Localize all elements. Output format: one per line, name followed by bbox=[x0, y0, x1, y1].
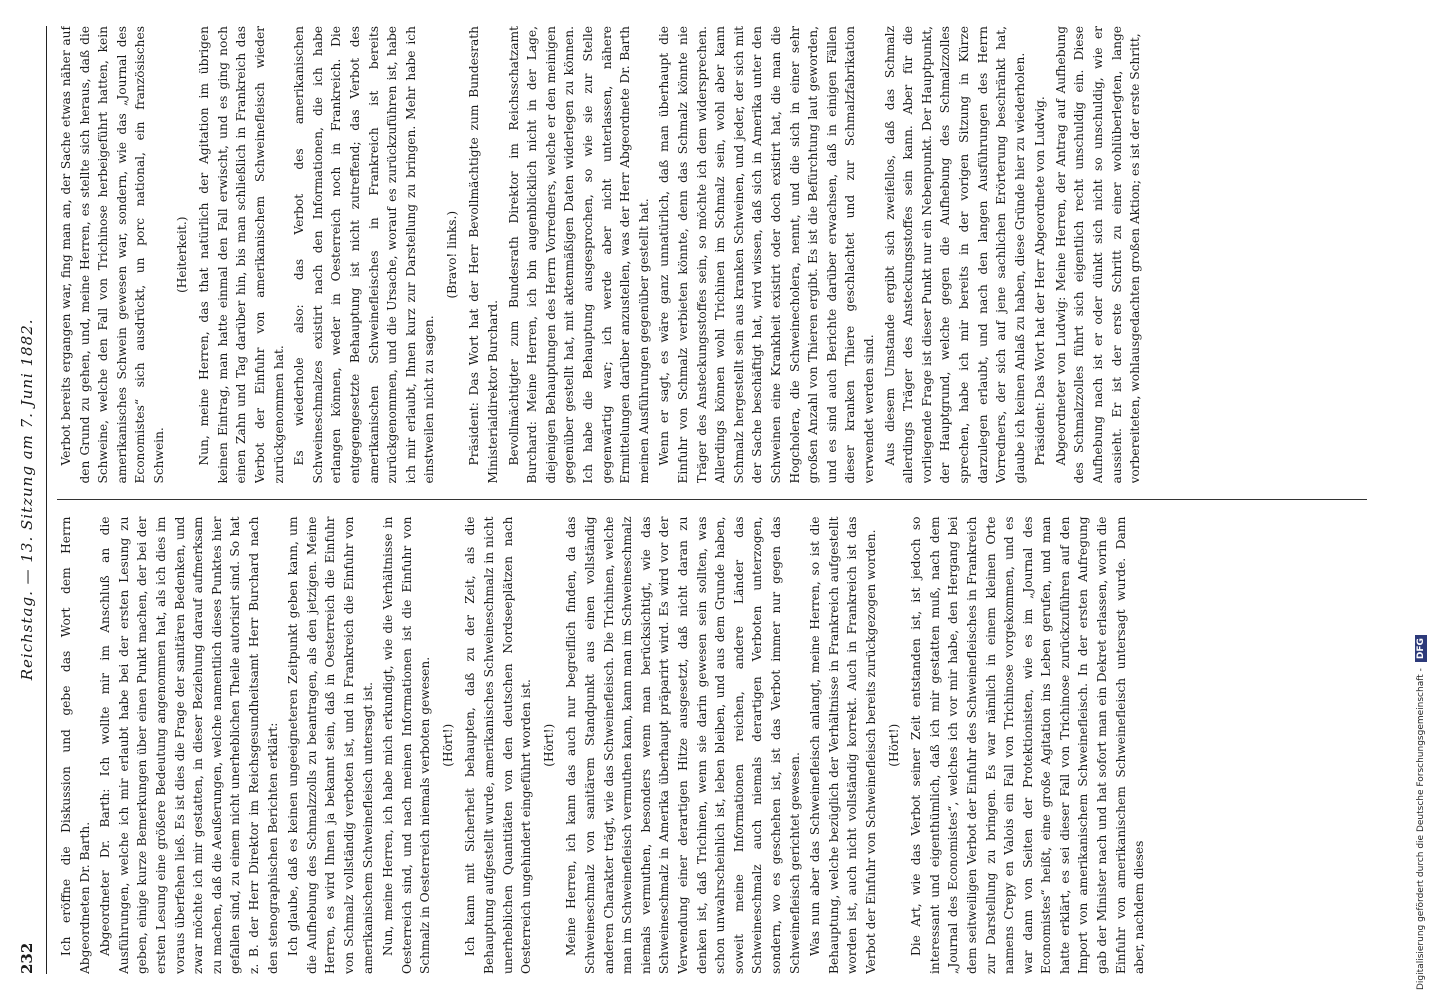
page-number: 232 bbox=[18, 942, 36, 974]
paragraph: Ich glaube, daß es keinen ungeeigneteren Zeitpunkt geben kann, um die Aufhebung des Schmalzzolls zu beantragen, als den jetzigen. Meine Herren, es wird Ihnen ja bekannt sein, daß in Oesterreich die Einfuhr von Schmalz vollständig verboten ist, und in Frankreich die Einfuhr von amerikanischem Schweinefleisch untersagt ist. bbox=[286, 516, 375, 974]
paragraph: Nun, meine Herren, das that natürlich der Agitation im übrigen keinen Eintrag, man hatte einmal den Fall erwischt, und es ging noch einen Zahn und Tag darüber hin, bis man schließlich in Frankreich das Verbot der Einfuhr von amerikanischem Schweinefleisch wieder zurückgenommen hat. bbox=[197, 26, 286, 484]
paragraph: (Bravo! links.) bbox=[444, 210, 459, 299]
paragraph: (Hört!) bbox=[541, 723, 556, 767]
running-title: Reichstag. — 13. Sitzung am 7. Juni 1882. bbox=[18, 318, 36, 681]
paragraph: (Hört!) bbox=[886, 723, 901, 767]
paragraph: Ich kann mit Sicherheit behaupten, daß zu der Zeit, als die Behauptung aufgestellt wurde, amerikanisches Schweineschmalz in nicht unerheblichen Quantitäten von den deutschen Nordseeplätzen nach Oesterreich ungehindert eingeführt worden ist. bbox=[463, 516, 534, 974]
column-right bbox=[57, 26, 1367, 484]
paragraph: Aus diesem Umstande ergibt sich zweifellos, daß das Schmalz allerdings Träger des Ansteckungsstoffes sein kann. Aber für die vorliegende Frage ist dieser Punkt nur ein Nebenpunkt. Der Hauptpunkt, der Hauptgrund, welche gegen die Aufhebung des Schmalzzolles sprechen, habe ich mir bereits in der vorigen Sitzung in Kürze darzulegen erlaubt, und nach den langen Ausführungen des Herrn Vorredners, der sich auf jene sachlichen Erörterung beschränkt hat, glaube ich keinen Anlaß zu haben, diese Gründe hier zu wiederholen. bbox=[882, 26, 1027, 484]
paragraph: (Heiterkeit.) bbox=[174, 216, 189, 293]
column-divider bbox=[57, 500, 1367, 501]
text-columns bbox=[57, 26, 1367, 974]
paragraph: Bevollmächtigter zum Bundesrath Direktor im Reichsschatzamt Burchard: Meine Herren, ich bin augenblicklich nicht in der Lage, diejenigen Behauptungen des Herrn Vorredners, welche er den meinigen gegenüber gestellt hat, mit aktenmäßigen Daten widerlegen zu können. Ich habe die Behauptung ausgesprochen, so wie sie zur Stelle gegenwärtig war; ich werde aber nicht unterlassen, nähere Ermittelungen darüber anzustellen, was der Herr Abgeordnete Dr. Barth meinen Ausführungen gegenüber gestellt hat. bbox=[506, 26, 651, 484]
dfg-logo: DFG bbox=[1415, 635, 1427, 662]
paragraph: Nun, meine Herren, ich habe mich erkundigt, wie die Verhältnisse in Oesterreich sind, und nach meinen Informationen ist die Einfuhr von Schmalz in Oesterreich niemals verboten gewesen. bbox=[381, 516, 433, 974]
paragraph: Meine Herren, ich kann das auch nur begreiflich finden, da das Schweineschmalz von sanitärem Standpunkt aus einen vollständig anderen Charakter trägt, wie das Schweinefleisch. Die Trichinen, welche man im Schweinefleisch vermuthen kann, kann man im Schweineschmalz niemals vermuthen, besonders wenn man berücksichtigt, wie das Schweineschmalz in Amerika überhaupt präparirt wird. Es wird vor der Verwendung einer derartigen Hitze ausgesetzt, daß nicht daran zu denken ist, daß Trichinen, wenn sie darin gewesen sein sollten, was schon unwahrscheinlich ist, leben bleiben, und aus dem Grunde haben, soweit meine Informationen reichen, andere Länder das Schweineschmalz auch niemals derartigen Verboten unterzogen, sondern, wo es geschehen ist, ist das Verbot immer nur gegen das Schweinefleisch gerichtet gewesen. bbox=[564, 516, 802, 974]
paragraph: Präsident: Das Wort hat der Herr Abgeordnete von Ludwig. bbox=[1033, 96, 1048, 466]
paragraph: Verbot bereits ergangen war, fing man an, der Sache etwas näher auf den Grund zu gehen, und, meine Herren, es stellte sich heraus, daß die Schweine, welche den Fall von Trichinose herbeigeführt hatten, kein amerikanisches Schwein gewesen war, sondern, wie das „Journal des Economistes“ sich ausdrückt, un porc national, ein französisches Schwein. bbox=[59, 26, 166, 484]
paragraph: Es wiederhole also: das Verbot des amerikanischen Schweineschmalzes existirt nach den Informationen, die ich habe erlangen können, weder in Oesterreich noch in Frankreich. Die entgegengesetzte Behauptung ist nicht zutreffend; das Verbot des amerikanischen Schweinefleisches in Frankreich ist bereits zurückgenommen, und die Ursache, worauf es zurückzuführen ist, habe ich mir erlaubt, Ihnen kurz zur Darstellung zu bringen. Mehr habe ich einstweilen nicht zu sagen. bbox=[292, 26, 437, 484]
paragraph: Ich eröffne die Diskussion und gebe das Wort dem Herrn Abgeordneten Dr. Barth. bbox=[59, 516, 92, 974]
paragraph: Präsident: Das Wort hat der Herr Bevollmächtigte zum Bundesrath Ministerialdirektor Burchard. bbox=[467, 26, 501, 484]
paragraph: Wenn er sagt, es wäre ganz unnatürlich, daß man überhaupt die Einfuhr von Schmalz verbieten könnte, denn das Schmalz könnte nie Träger des Ansteckungsstoffes sein, so möchte ich dem widersprechen. Allerdings können wohl Trichinen im Schmalz sein, wohl aber kann Schmalz hergestellt sein aus kranken Schweinen, und jeder, der sich mit der Sache beschäftigt hat, wird wissen, daß sich in Amerika unter den Schweinen eine Krankheit existirt oder doch existirt hat, die man die Hogcholera, die Schweinecholera, nennt, und die sich in einer sehr großen Anzahl von Thieren ergibt. Es ist die Befürchtung laut geworden, und es sind auch Berichte darüber erwachsen, daß in einigen Fällen dieser kranken Thiere geschlachtet und zur Schmalzfabrikation verwendet werden sind. bbox=[657, 26, 876, 484]
column-left bbox=[57, 517, 1367, 975]
page-header bbox=[18, 26, 47, 974]
footer-text: Digitalisierung gefördert durch die Deutsche Forschungsgemeinschaft - bbox=[1416, 668, 1426, 990]
paragraph: Was nun aber das Schweinefleisch anlangt, meine Herren, so ist die Behauptung, welche bezüglich der Verhältnisse in Frankreich aufgestellt worden ist, auch nicht vollständig korrekt. Auch in Frankreich ist das Verbot der Einfuhr von Schweinefleisch bereits zurückgezogen worden. bbox=[808, 516, 878, 974]
paragraph: Abgeordneter Dr. Barth: Ich wollte mir im Anschluß an die Ausführungen, welche ich mir erlaubt habe bei der ersten Lesung zu geben, einige kurze Bemerkungen über einen Punkt machen, der bei der ersten Lesung eine größere Bedeutung angenommen hat, als ich dies im voraus überfehen ließ. Es ist dies die Frage der sanitären Bedenken, und zwar möchte ich mir gestatten, in dieser Beziehung darauf aufmerksam zu machen, daß die Aeußerungen, welche namentlich dieses Punktes hier gefallen sind, zu einem nicht unerheblichen Theile autorisirt sind. So hat z. B. der Herr Direktor im Reichsgesundheitsamt Herr Burchard nach den stenographischen Berichten erklärt: bbox=[98, 516, 280, 974]
paragraph: Abgeordneter von Ludwig: Meine Herren, der Antrag auf Aufhebung des Schmalzzolles führt sich eigentlich recht unschuldig ein. Diese Aufhebung nach ist er oder dünkt sich nicht so unschuldig, wie er aussieht. Er ist der erste Schritt zu einer wohlüberlegten, lange vorbereiteten, wohlausgedachten großen Aktion; es ist der erste Schritt, bbox=[1053, 26, 1143, 484]
paragraph: (Hört!) bbox=[440, 723, 455, 767]
footer-credit bbox=[1410, 0, 1432, 1000]
paragraph: Die Art, wie das Verbot seiner Zeit entstanden ist, ist jedoch so interessant und eigenthümlich, daß ich mir gestatten muß, nach dem „Journal des Economistes“, welches ich vor mir habe, den Hergang bei dem seitweiligen Verbot der Einfuhr des Schweinefleisches in Frankreich zur Darstellung zu bringen. Es war nämlich in einem kleinen Orte namens Crepy en Valois ein Fall von Trichinose vorgekommen, und es war dann von Seiten der Protektionisten, wie es im „Journal des Economistes“ heißt, eine große Agitation ins Leben gerufen, und man hatte erklärt, es sei dieser Fall von Trichinose zurückzuführen auf den Import von amerikanischem Schweinefleisch. In der ersten Aufregung gab der Minister nach und hat sofort man ein Dekret erlassen, worin die Einfuhr von amerikanischem Schweinefleisch untersagt wurde. Dann aber, nachdem dieses bbox=[909, 516, 1147, 974]
